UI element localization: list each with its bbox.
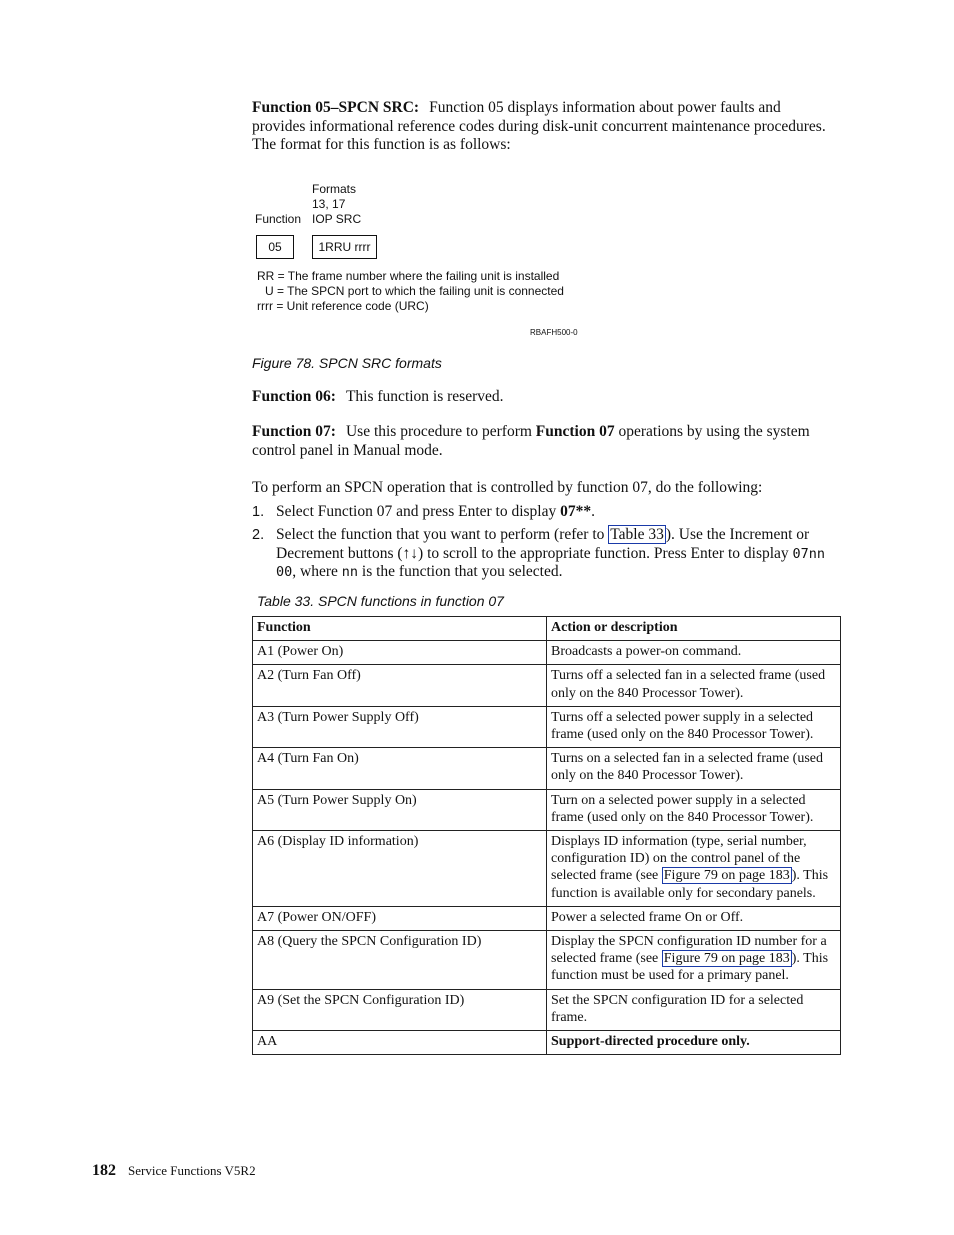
- header-function: Function: [253, 617, 547, 641]
- formats-numbers: 13, 17: [312, 197, 346, 211]
- table-row: [253, 989, 841, 1030]
- step-1-number: 1.: [252, 504, 265, 520]
- step-1-text-before: Select Function 07 and press Enter to display: [276, 503, 561, 520]
- book-title: Service Functions V5R2: [128, 1163, 256, 1178]
- step-2-text-mid2: , where: [292, 563, 342, 581]
- cell-function: A8 (Query the SPCN Configuration ID): [253, 931, 547, 990]
- figure-79-link[interactable]: Figure 79 on page 183: [663, 951, 790, 967]
- cell-action: Turns off a selected fan in a selected frame (used only on the 840 Processor Tower).: [547, 665, 841, 706]
- function-07-text-before: Use this procedure to perform: [345, 423, 536, 440]
- cell-action-bold: Support-directed procedure only.: [551, 1034, 750, 1050]
- figure-caption: Figure 78. SPCN SRC formats: [252, 355, 442, 371]
- function-07-bold: Function 07: [535, 423, 615, 440]
- cell-action: Broadcasts a power-on command.: [547, 641, 841, 665]
- step-2-text-before: Select the function that you want to perform (refer to: [276, 526, 609, 543]
- page-footer: [92, 1162, 256, 1180]
- cell-action: Turns on a selected fan in a selected frame (used only on the 840 Processor Tower).: [547, 748, 841, 789]
- cell-function: A5 (Turn Power Supply On): [253, 789, 547, 830]
- step-2-number: 2.: [252, 527, 265, 543]
- cell-action-text-before: Displays ID information (type, serial number, configuration ID) on the control panel of the selected frame (see: [551, 834, 807, 884]
- cell-action: [547, 831, 841, 907]
- cell-function: A1 (Power On): [253, 641, 547, 665]
- step-2-text-after: is the function that you selected.: [358, 563, 563, 581]
- table-row: [253, 748, 841, 789]
- table-row: [253, 665, 841, 706]
- header-action: Action or description: [547, 617, 841, 641]
- function-05-paragraph: [252, 99, 838, 155]
- cell-action-text-after: ). This function is available only for secondary panels.: [551, 868, 829, 901]
- cell-function: AA: [253, 1031, 547, 1055]
- page-number: 182: [92, 1162, 116, 1179]
- table-row: [253, 906, 841, 930]
- function-05-text: Function 05 displays information about power faults and provides informational reference codes during disk-unit concurrent maintenance procedures. The format for this function is as follows:: [252, 99, 826, 154]
- cell-action-text-after: ). This function must be used for a primary panel.: [551, 951, 829, 984]
- cell-action: Set the SPCN configuration ID for a selected frame.: [547, 989, 841, 1030]
- cell-function: A9 (Set the SPCN Configuration ID): [253, 989, 547, 1030]
- table-row: [253, 641, 841, 665]
- src-value-box: 1RRU rrrr: [312, 235, 377, 259]
- function-07-label: Function 07:: [252, 423, 336, 440]
- cell-action: [547, 1031, 841, 1055]
- cell-function: A3 (Turn Power Supply Off): [253, 706, 547, 747]
- cell-function: A7 (Power ON/OFF): [253, 906, 547, 930]
- table-header-row: [253, 617, 841, 641]
- cell-function: A6 (Display ID information): [253, 831, 547, 907]
- formats-label: Formats: [312, 182, 357, 196]
- cell-action-text-before: Display the SPCN configuration ID number for a selected frame (see: [551, 934, 827, 967]
- step-2-code-07nn: 07nn 00: [276, 545, 826, 581]
- function-07-text-after: operations by using the system control panel in Manual mode.: [252, 423, 810, 459]
- table-row: [253, 831, 841, 907]
- procedure-intro: To perform an SPCN operation that is controlled by function 07, do the following:: [252, 479, 763, 496]
- step-1-text-after: .: [591, 503, 595, 520]
- cell-action: [547, 931, 841, 990]
- function-value-box: 05: [256, 235, 294, 259]
- cell-action: Power a selected frame On or Off.: [547, 906, 841, 930]
- table-caption: Table 33. SPCN functions in function 07: [257, 593, 504, 609]
- table-row: [253, 1031, 841, 1055]
- table-row: [253, 931, 841, 990]
- figure-id: RBAFH500-0: [530, 328, 578, 337]
- figure-79-link[interactable]: Figure 79 on page 183: [663, 868, 790, 884]
- function-06-label: Function 06:: [252, 388, 336, 405]
- legend-rr: RR = The frame number where the failing unit is installed: [257, 269, 560, 283]
- table-33-link[interactable]: Table 33: [610, 526, 664, 543]
- legend-rrrr: rrrr = Unit reference code (URC): [257, 299, 429, 313]
- cell-function: A4 (Turn Fan On): [253, 748, 547, 789]
- step-2-code-nn: nn: [341, 564, 359, 581]
- legend-u: U = The SPCN port to which the failing unit is connected: [265, 284, 564, 298]
- function-07-paragraph: [252, 423, 838, 460]
- cell-action: Turns off a selected power supply in a selected frame (used only on the 840 Processor Tower).: [547, 706, 841, 747]
- spcn-functions-table: [252, 616, 841, 1055]
- step-2-text-mid: ). Use the Increment or Decrement buttons (↑↓) to scroll to the appropriate function. Press Enter to display: [276, 526, 810, 562]
- step-1-bold: 07**: [560, 503, 592, 520]
- cell-function: A2 (Turn Fan Off): [253, 665, 547, 706]
- iop-src-label: IOP SRC: [312, 212, 362, 226]
- function-06-text: This function is reserved.: [345, 388, 504, 405]
- table-row: [253, 706, 841, 747]
- function-06-paragraph: [252, 388, 838, 407]
- cell-action: Turn on a selected power supply in a selected frame (used only on the 840 Processor Tower).: [547, 789, 841, 830]
- table-row: [253, 789, 841, 830]
- function-column-label: Function: [255, 212, 302, 226]
- function-05-label: Function 05–SPCN SRC:: [252, 99, 420, 116]
